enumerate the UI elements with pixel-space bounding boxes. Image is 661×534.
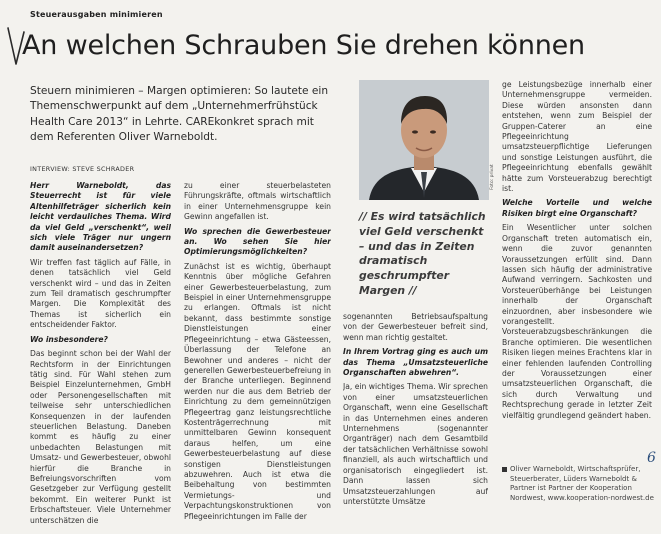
interview-question: Herr Warneboldt, das Steuerrecht ist für viele Altenhilfeträger sicherlich kein leicht verdauliches Thema. Wird da viel Geld „verschenkt“, weil sich viele Träger nur ungern damit auseinandersetzen? bbox=[30, 181, 171, 253]
article-kicker: Steuerausgaben minimieren bbox=[30, 10, 163, 19]
portrait-illustration bbox=[359, 80, 489, 200]
article-headline: An welchen Schrauben Sie drehen können bbox=[22, 30, 585, 61]
article-byline: INTERVIEW: STEVE SCHRADER bbox=[30, 165, 135, 173]
interview-answer: Das beginnt schon bei der Wahl der Rechtsform in der Einrichtungen tätig sind. Für Wahl stehen zum Beispiel Einzelunternehmen, GmbH oder Personengesellschaften mit teilweise sehr unterschiedlichen Konsequenzen in der laufenden steuerlichen Belastung. Daneben kommt es häufig zu einer unbedachten Belastungen mit Umsatz- und Gewerbesteuer, obwohl hierfür die Branche in Befreiungsvorschriften vom Gesetzgeber zur Verfügung gestellt bekommt. Ein weiterer Punkt ist Erbschaftsteuer. Viele Unternehmer unterschätzen die bbox=[30, 349, 171, 525]
interview-question: In Ihrem Vortrag ging es auch um das Thema „Umsatzsteuerliche Organschaften abwehren“. bbox=[343, 347, 488, 378]
bio-square-bullet bbox=[502, 467, 507, 472]
text-column-1 bbox=[30, 181, 171, 529]
interview-answer: Ja, ein wichtiges Thema. Wir sprechen von einer umsatzsteuerlichen Organschaft, wenn eine Gesellschaft in das Unternehmen eines anderen Unternehmens (sogenannter Organträger) nach dem Gesamtbild der tatsächlichen Verhältnisse sowohl finanziell, als auch wirtschaftlich und organisatorisch eingegliedert ist. Dann lassen sich Umsatzsteuerzahlungen auf unterstützte Umsätze bbox=[343, 382, 488, 506]
page-marker: 6 bbox=[647, 450, 656, 466]
text-column-2 bbox=[184, 181, 331, 529]
interview-question: Welche Vorteile und welche Risiken birgt eine Organschaft? bbox=[502, 198, 652, 218]
interview-question: Wo sprechen die Gewerbesteuer an. Wo sehen Sie hier Optimierungsmöglichkeiten? bbox=[184, 226, 331, 257]
interview-answer: Ein Wesentlicher unter solchen Organschaft treten automatisch ein, wenn die zuvor genannten Voraussetzungen erfüllt sind. Dann lassen sich häufig der administrative Aufwand verringern. Sachkosten und Vorsteuerüberhänge bei Leistungen innerhalb der Organschaft einzuordnen, aber insbesondere wie vorangestellt. Vorsteuerabzugsbeschränkungen die Branche optimieren. Die wesentlichen Risiken liegen meines Erachtens klar in einer fehlenden laufenden Controlling der Voraussetzungen einer umsatzsteuerlichen Organschaft, die sich durch Verwaltung und Rechtsprechung gerade in letzter Zeit vielfältig grundlegend geändert haben. bbox=[502, 223, 652, 420]
text-column-4 bbox=[502, 80, 652, 440]
pull-quote: // Es wird tatsächlich viel Geld verschenkt – und das in Zeiten dramatisch geschrumpfter Margen // bbox=[359, 210, 486, 297]
photo-credit: Foto: privat bbox=[490, 164, 495, 190]
interview-answer: Zunächst ist es wichtig, überhaupt Kenntnis über mögliche Gefahren einer Gewerbesteuerbelastung, zum Beispiel in einer Unternehmensgruppe zu erlangen. Oftmals ist nicht bekannt, dass bestimmte sonstige Dienstleistungen einer Pflegeeinrichtung – etwa Gästeessen, Überlassung der Telefone an Bewohner und anderes – nicht der generellen Gewerbesteuerbefreiung in der Branche unterliegen. Beginnend werden nur die aus dem Betrieb der Einrichtung zu dem gemeinnützigen Pflegeertrag ganz leistungsrechtliche Kostenträgerrechnung mit unmittelbaren Gewinn konsequent daraus helfen, um eine Gewerbesteuerbelastung auf diese sonstigen Dienstleistungen abzuwehren. Auch ist etwa die Beibehaltung von bestimmten Vermietungs- und Verpachtungskonstruktionen von Pflegeeinrichtungen im Falle der bbox=[184, 261, 331, 521]
interview-answer: zu einer steuerbelasteten Führungskräfte, oftmals wirtschaftlich in einer Unternehmensgruppe kein Gewinn angefallen ist. bbox=[184, 181, 331, 222]
interview-subheading: Wo insbesondere? bbox=[30, 334, 108, 344]
interview-answer: sogenannten Betriebsaufspaltung von der Gewerbesteuer befreit sind, wenn man richtig gestaltet. bbox=[343, 312, 488, 342]
interview-answer: ge Leistungsbezüge innerhalb einer Unternehmensgruppe vermeiden. Diese würden ansonsten dann entstehen, wenn zum Beispiel der Gruppen-Caterer an eine Pflegeeinrichtung umsatzsteuerpflichtige Lieferungen und sonstige Leistungen ausführt, die Pflegeeinrichtung ebenfalls gewählt hätte zum Vorsteuerabzug berechtigt ist. bbox=[502, 80, 652, 194]
text-column-3 bbox=[343, 312, 488, 530]
interview-answer: Wir treffen fast täglich auf Fälle, in denen tatsächlich viel Geld verschenkt wird – und das in Zeiten zum Teil dramatisch geschrumpfter Margen. Die Komplexität des Themas ist sicherlich ein entscheidender Faktor. bbox=[30, 257, 171, 330]
portrait-photo bbox=[359, 80, 489, 200]
author-bio: Oliver Warneboldt, Wirtschaftsprüfer, Steuerberater, Lüders Warneboldt & Partner ist Partner der Kooperation Nordwest, www.kooperation-nordwest.de bbox=[510, 465, 654, 502]
article-lead: Steuern minimieren – Margen optimieren: So lautete ein Themenschwerpunkt auf dem „Unternehmerfrühstück Health Care 2013“ in Lehrte. CAREkonkret sprach mit dem Referenten Oliver Warneboldt. bbox=[30, 85, 329, 144]
